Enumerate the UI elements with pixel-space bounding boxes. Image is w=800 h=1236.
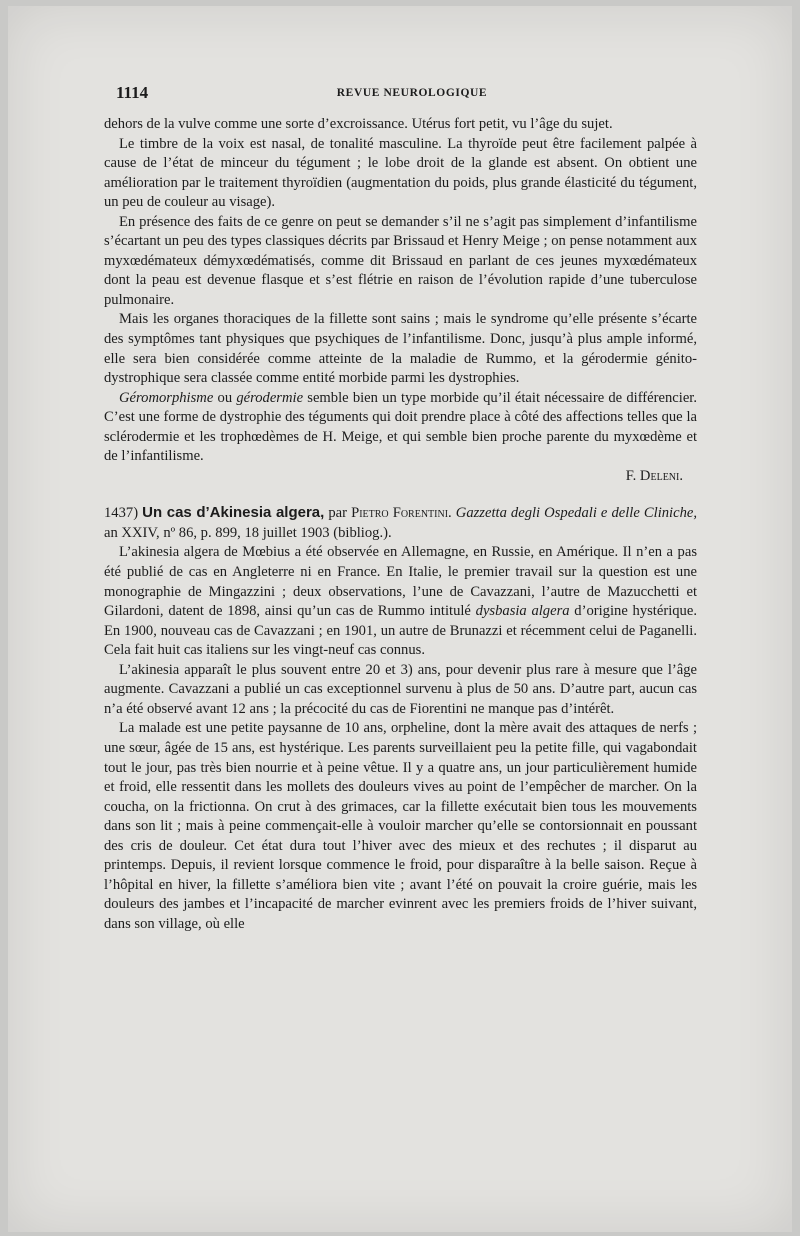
- paragraph: La malade est une petite paysanne de 10 ans, orpheline, dont la mère avait des attaques de nerfs ; une sœur, âgée de 15 ans, est hystérique. Les parents surveillaient peu la petite fille, qui vagabondait tout le jour, pas très bien nourrie et à peine vêtue. Il y a quatre ans, un jour particulièrement humide et froid, elle ressentit dans les mollets des douleurs vives au point de l’empêcher de marcher. On la coucha, on la frictionna. On crut à des grimaces, car la fillette exécutait bien tous les mouvements dans son lit ; mais à peine commençait-elle à vouloir marcher qu’elle se contorsionnait en poussant des cris de douleur. Cet état dura tout l’hiver avec des mieux et des rechutes ; il disparut au printemps. Depuis, il revient lorsque commence le froid, pour disparaître à la belle saison. Reçue à l’hôpital en hiver, la fillette s’améliora bien vite ; avant l’été on pouvait la croire guérie, mais les douleurs des jambes et l’incapacité de marcher evinrent avec les premiers froids de l’hiver suivant, dans son village, où elle: [104, 720, 697, 932]
- paragraph: L’akinesia apparaît le plus souvent entre 20 et 3) ans, pour devenir plus rare à mesure que l’âge augmente. Cavazzani a publié un cas exceptionnel survenu à plus de 50 ans. D’autre part, aucun cas n’a été observé avant 12 ans ; la précocité du cas de Fiorentini ne manque pas d’intérêt.: [104, 661, 697, 717]
- paragraph: [104, 389, 697, 467]
- text-run: semble bien un type morbide qu’il était nécessaire de différencier. C’est une forme de dystrophie des téguments qui doit prendre place à côté des affections telles que la sclérodermie et les trophœdèmes de H. Meige, et qui semble bien proche parente du myxœdème et de l’infantilisme.: [104, 389, 697, 465]
- italic-term: dysbasia algera: [475, 603, 570, 620]
- text-run: d’origine hystérique. En 1900, nouveau cas de Cavazzani ; en 1901, un autre de Brunazzi et récemment celui de Paganelli. Cela fait huit cas italiens sur les vingt-neuf cas connus.: [104, 603, 697, 659]
- entry-journal: Gazzetta degli Ospedali e delle Cliniche,: [455, 505, 698, 522]
- entry-title: Un cas d’Akinesia algera,: [142, 504, 325, 522]
- italic-term: gérodermie: [236, 389, 304, 406]
- text-run: L’akinesia algera de Mœbius a été observée en Allemagne, en Russie, en Amérique. Il n’en a pas été publié de cas en Angleterre ni en France. En Italie, le premier travail sur la question est une monographie de Mingazzini ; deux observations, l’une de Cavazzani, l’autre de Mazucchetti et Gilardoni, datent de 1898, ainsi qu’un cas de Rummo intitulé: [104, 544, 697, 620]
- italic-term: Géromorphisme: [119, 389, 214, 406]
- page-number: 1114: [116, 83, 149, 102]
- paragraph: Mais les organes thoraciques de la fillette sont sains ; mais le syndrome qu’elle présente s’écarte des symptômes tant physiques que psychiques de l’infantilisme. Donc, jusqu’à plus ample informé, elle sera bien considérée comme atteinte de la maladie de Rummo, et la gérodermie génito-dystrophique sera classée comme entité morbide parmi les dystrophies.: [104, 311, 697, 387]
- page-header: [116, 83, 708, 105]
- bibliographic-entry: [104, 503, 697, 543]
- paragraph: En présence des faits de ce genre on peut se demander s’il ne s’agit pas simplement d’infantilisme s’écartant un peu des types classiques décrits par Brissaud et Henry Meige ; on pense notamment aux myxœdémateux démyxœdématisés, comme dit Brissaud en parlant de ces jeunes myxœdémateux dont la peau est devenue flasque et s’est flétrie en raison de l’évolution rapide d’une tuberculose pulmonaire.: [104, 213, 697, 308]
- text-run: ou: [213, 389, 237, 406]
- paragraph: Le timbre de la voix est nasal, de tonalité masculine. La thyroïde peut être facilement palpée à cause de l’état de minceur du tégument ; le lobe droit de la glande est absent. On obtient une amélioration par le traitement thyroïdien (augmentation du poids, plus grande élasticité du tégument, un peu de couleur au visage).: [104, 135, 697, 211]
- article-body: [104, 115, 697, 934]
- entry-citation: an XXIV, nº 86, p. 899, 18 juillet 1903 (bibliog.).: [104, 524, 392, 541]
- entry-number: 1437): [104, 505, 139, 522]
- paragraph: dehors de la vulve comme une sorte d’excroissance. Utérus fort petit, vu l’âge du sujet.: [104, 116, 613, 132]
- entry-author: Pietro Forentini.: [351, 505, 452, 522]
- signature: F. Deleni.: [625, 467, 683, 484]
- running-title: REVUE NEUROLOGIQUE: [336, 87, 488, 99]
- paragraph: [104, 543, 697, 660]
- text-run: par: [324, 505, 352, 522]
